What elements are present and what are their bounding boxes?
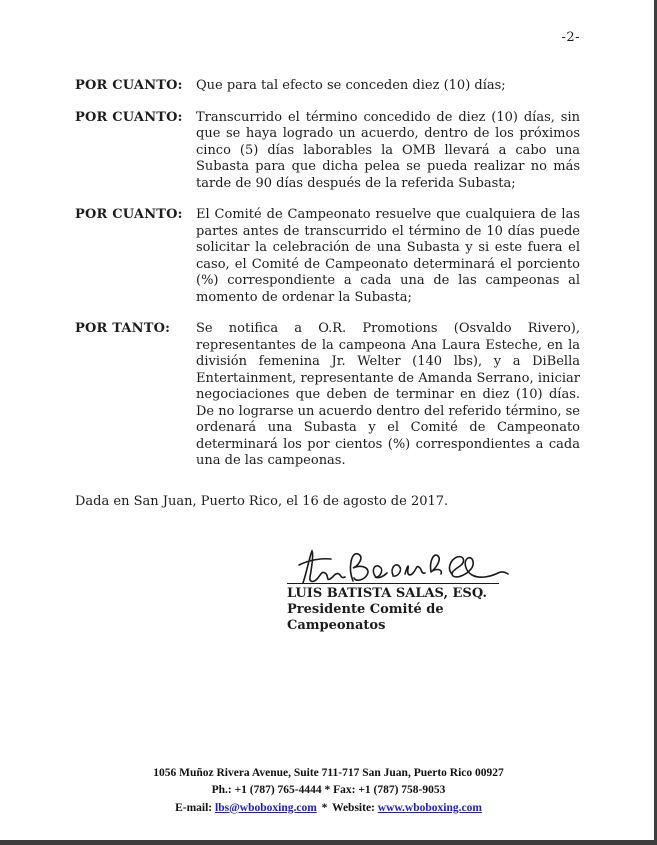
clause-row <box>75 321 580 470</box>
scan-edge-bottom <box>0 840 657 845</box>
footer-email-label: E-mail: <box>175 801 213 814</box>
clause-text: Transcurrido el término concedido de diez (10) días, sin que se haya logrado un acuerdo, dentro de los próximos cinco (5) días laborables la OMB llevará a cabo una Subasta para que dicha pelea se pueda realizar no más tarde de 90 días después de la referida Subasta; <box>196 109 580 191</box>
page-number: -2- <box>561 30 580 45</box>
signature-block <box>287 543 537 634</box>
clause-row <box>75 110 580 193</box>
website-link[interactable]: www.wboboxing.com <box>377 801 482 814</box>
signatory-name: LUIS BATISTA SALAS, ESQ. <box>287 585 488 601</box>
clause-text: El Comité de Campeonato resuelve que cualquiera de las partes antes de transcurrido el término de 10 días puede solicitar la celebración de una Subasta y si este fuera el caso, el Comité de Campeonato determinará el porciento (%) correspondiente a cada una de las campeonas al momento de ordenar la Subasta; <box>196 207 580 305</box>
document-content <box>75 30 580 634</box>
signatory-title: Presidente Comité de Campeonatos <box>287 601 444 633</box>
clause-text: Se notifica a O.R. Promotions (Osvaldo Rivero), representantes de la campeona Ana Laura Esteche, en la división femenina Jr. Welter (140 lbs), y a DiBella Entertainment, representante de Amanda Serrano, iniciar negociaciones que deben de terminar en diez (10) días. De no lograrse un acuerdo dentro del referido término, se ordenará una Subasta y el Comité de Campeonato determinará los por cientos (%) correspondientes a cada una de las campeonas. <box>196 321 580 468</box>
clause-label: POR CUANTO: <box>75 109 183 125</box>
footer-contact-line <box>0 800 657 818</box>
clause-row <box>75 207 580 306</box>
clause-label: POR CUANTO: <box>75 207 183 222</box>
footer-website-label: Website: <box>332 801 375 814</box>
clause-label: POR CUANTO: <box>75 78 183 93</box>
footer-separator: * <box>321 801 328 814</box>
footer <box>0 765 657 818</box>
clauses-section <box>75 78 580 470</box>
footer-phone-fax: Ph.: +1 (787) 765-4444 * Fax: +1 (787) 758-9053 <box>211 784 446 796</box>
clause-text: Que para tal efecto se conceden diez (10) días; <box>196 78 506 93</box>
footer-address: 1056 Muñoz Rivera Avenue, Suite 711-717 San Juan, Puerto Rico 00927 <box>153 766 504 779</box>
signature-line <box>287 583 499 584</box>
clause-label: POR TANTO: <box>75 321 171 336</box>
email-link[interactable]: lbs@wboboxing.com <box>215 801 317 814</box>
dateline: Dada en San Juan, Puerto Rico, el 16 de agosto de 2017. <box>75 493 449 509</box>
clause-row <box>75 78 580 95</box>
